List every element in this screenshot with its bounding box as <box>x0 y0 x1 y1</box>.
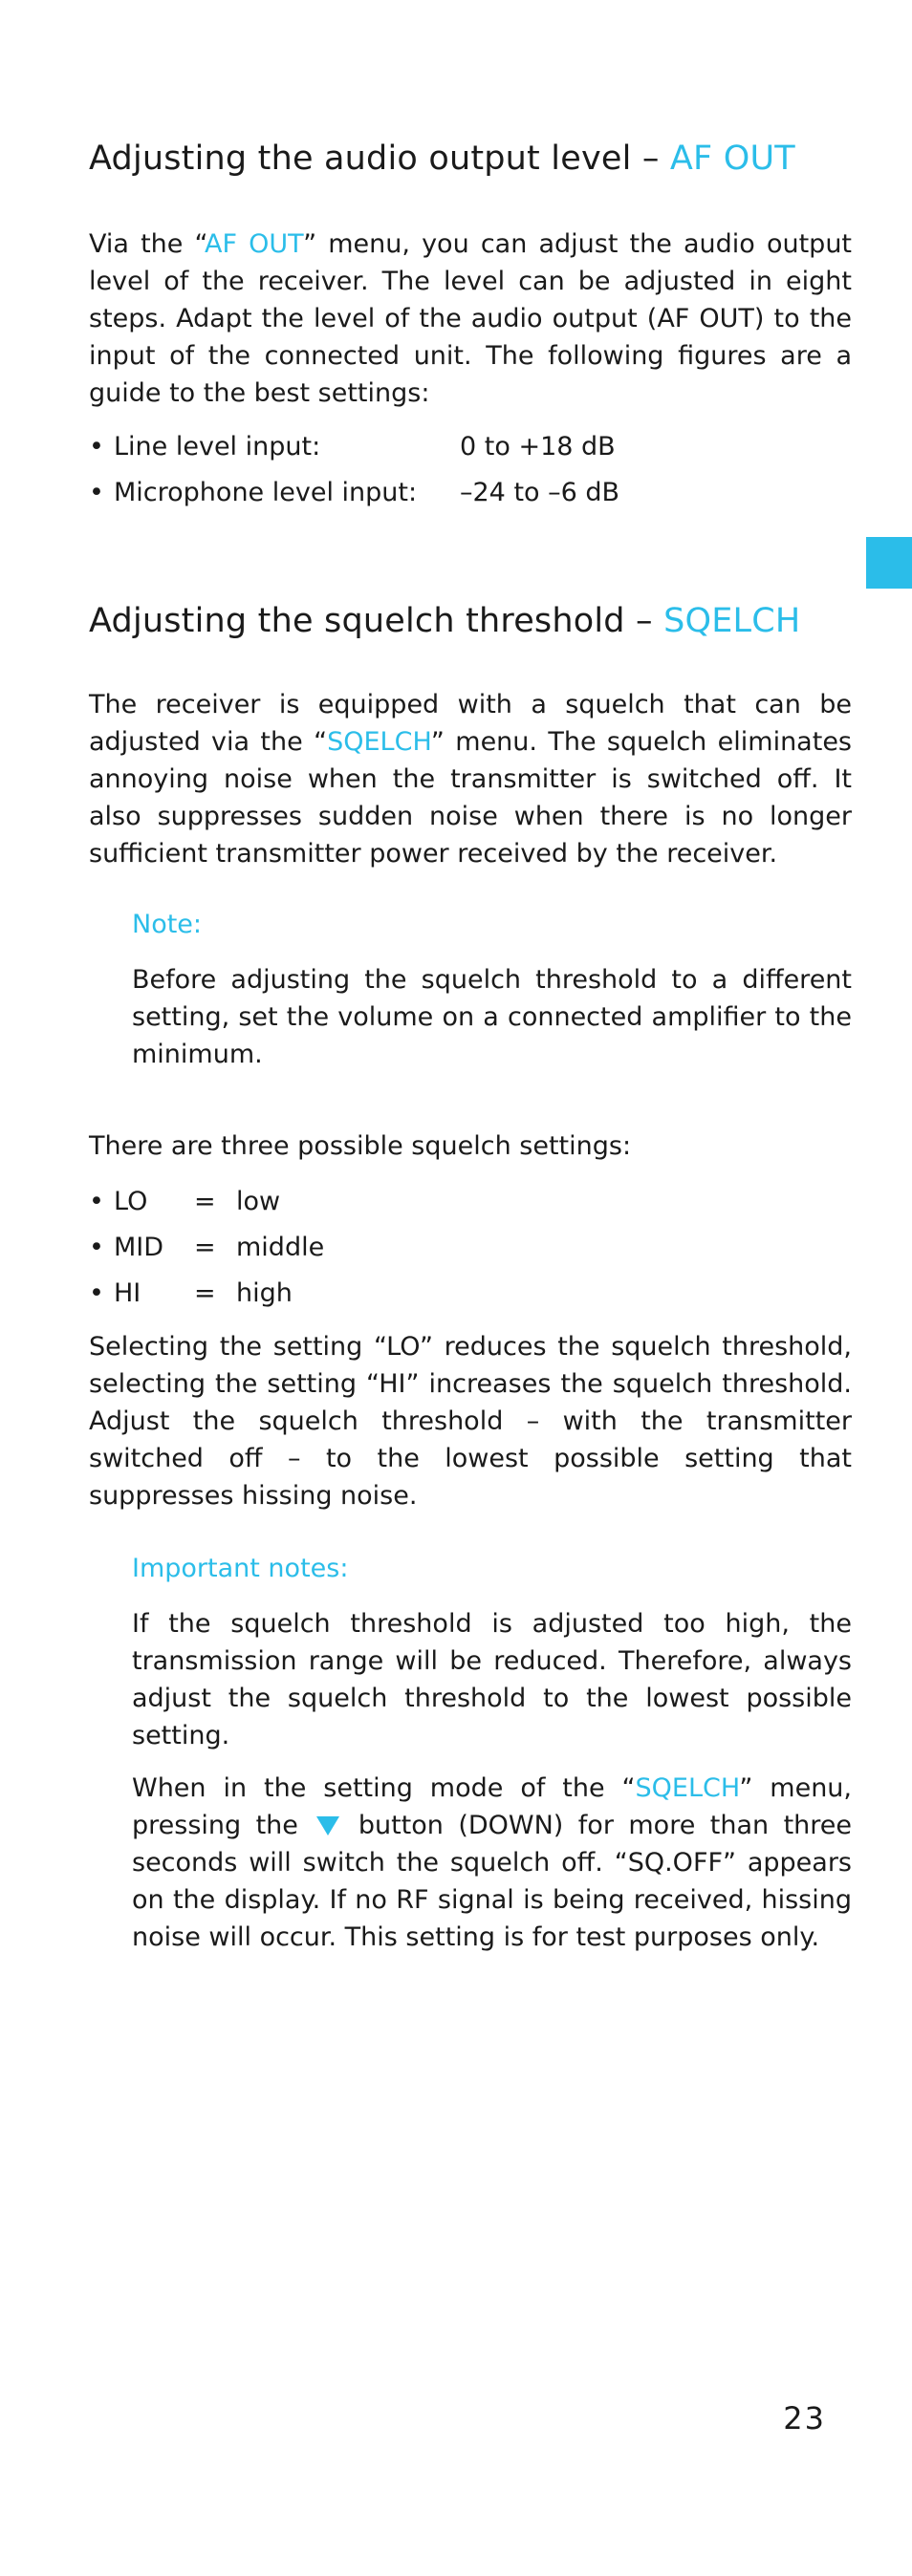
list-item: • MID = middle <box>89 1225 324 1271</box>
list-item: • LO = low <box>89 1179 324 1225</box>
heading-af-out <box>89 140 795 178</box>
af-out-level-list <box>89 424 619 516</box>
squelch-settings-list <box>89 1179 324 1317</box>
squelch-settings-text: Selecting the setting “LO” reduces the squelch threshold, selecting the setting “HI” increases the squelch threshold. Adjust the squelch threshold – with the transmitter switched off – to the lowest possible setting that suppresses hissing noise. <box>89 1332 852 1511</box>
important-note-2: When in the setting mode of the “SQELCH” menu, pressing the button (DOWN) for more than three seconds will switch the squelch off. “SQ.OFF” appears on the display. If no RF signal is being received, hissing noise will occur. This setting is for test purposes only. <box>132 1773 853 1952</box>
page-number: 23 <box>783 2400 826 2436</box>
heading-squelch-accent: SQELCH <box>663 602 801 640</box>
squelch-menu-ref-2: SQELCH <box>635 1773 740 1803</box>
list-item: • HI = high <box>89 1271 324 1317</box>
squelch-menu-ref: SQELCH <box>327 727 431 757</box>
heading-squelch-text: Adjusting the squelch threshold – <box>89 602 664 640</box>
down-triangle-icon <box>316 1816 339 1835</box>
af-out-menu-ref: AF OUT <box>205 229 304 259</box>
important-notes-title: Important notes: <box>132 1554 349 1583</box>
squelch-settings-intro: There are three possible squelch settings: <box>89 1131 632 1161</box>
squelch-paragraph: The receiver is equipped with a squelch that can be adjusted via the “SQELCH” menu. The squelch eliminates annoying noise when the transmitter is switched off. It also suppresses sudden noise when there is no longer sufficient transmitter power received by the receiver. <box>89 690 852 869</box>
important-note-1: If the squelch threshold is adjusted too high, the transmission range will be reduced. Therefore, always adjust the squelch threshold to the lowest possible setting. <box>132 1609 852 1750</box>
note-text: Before adjusting the squelch threshold to a different setting, set the volume on a connected amplifier to the minimum. <box>132 965 852 1069</box>
list-item: • Microphone level input: –24 to –6 dB <box>89 470 619 516</box>
heading-squelch <box>89 602 800 640</box>
af-out-paragraph: Via the “AF OUT” menu, you can adjust the audio output level of the receiver. The level can be adjusted in eight steps. Adapt the level of the audio output (AF OUT) to the input of the connected unit. The following figures are a guide to the best settings: <box>89 229 853 408</box>
heading-af-out-accent: AF OUT <box>669 140 795 178</box>
list-item: • Line level input: 0 to +18 dB <box>89 424 619 470</box>
section-tab-marker <box>866 537 912 589</box>
heading-af-out-text: Adjusting the audio output level – <box>89 140 670 178</box>
note-title: Note: <box>132 910 203 939</box>
